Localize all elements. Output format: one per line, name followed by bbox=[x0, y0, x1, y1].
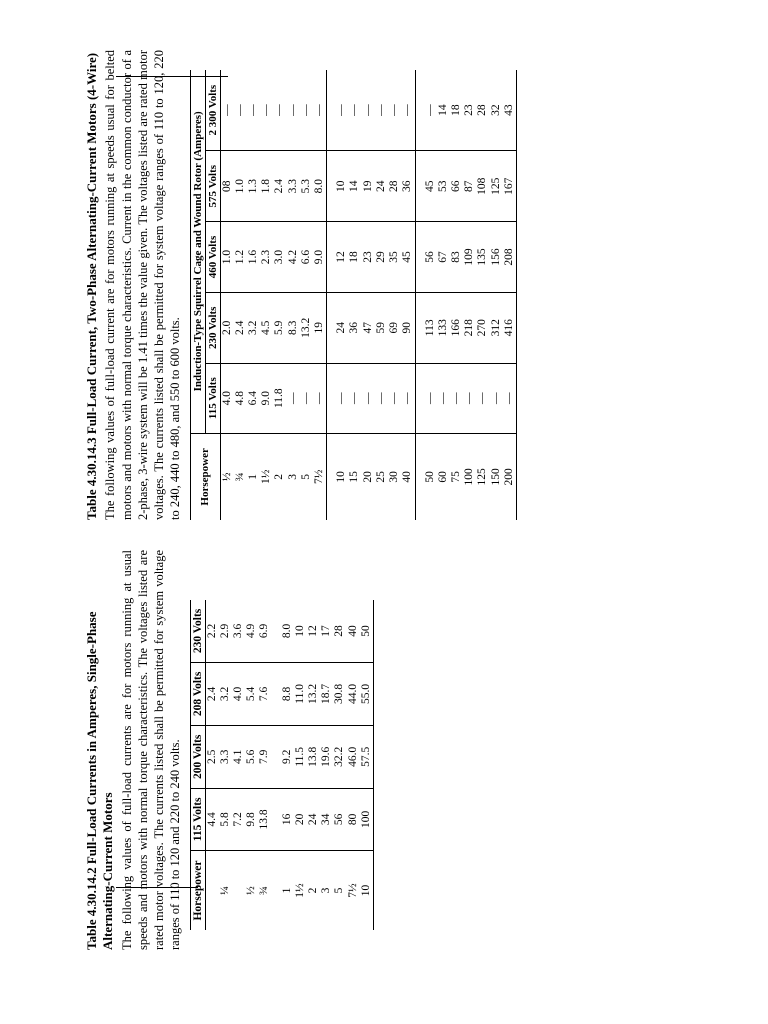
table-cell: 10 bbox=[335, 151, 348, 222]
table-cell: 4.0 bbox=[232, 662, 245, 725]
table-cell: 15 bbox=[348, 433, 361, 520]
table-cell: 14 bbox=[436, 104, 449, 116]
table-row bbox=[307, 600, 320, 930]
table-row bbox=[219, 600, 232, 930]
table-cell: 90 bbox=[401, 292, 415, 363]
spacer-cell bbox=[327, 292, 336, 363]
table-cell: 3.3 bbox=[287, 151, 300, 222]
table-cell: 20 bbox=[362, 433, 375, 520]
table-cell: 2.4 bbox=[205, 662, 219, 725]
table-cell: 109 bbox=[463, 222, 476, 293]
table-cell: 5.9 bbox=[273, 292, 286, 363]
table-row bbox=[258, 600, 271, 930]
table-row bbox=[320, 600, 333, 930]
table-cell: — bbox=[286, 104, 299, 116]
table-cell: 36 bbox=[401, 151, 415, 222]
table-cell: 19.6 bbox=[320, 725, 333, 788]
table-cell: 2 bbox=[273, 433, 286, 520]
spacer-cell bbox=[415, 292, 424, 363]
table-cell: 167 bbox=[503, 151, 517, 222]
table-row bbox=[333, 600, 346, 930]
table-cell: 44.0 bbox=[347, 662, 360, 725]
table-cell: 14 bbox=[348, 151, 361, 222]
table-cell: 125 bbox=[476, 433, 489, 520]
table-cell: 416 bbox=[503, 292, 517, 363]
spacer-cell bbox=[415, 433, 424, 520]
table-cell: — bbox=[335, 104, 348, 116]
table-cell: 30 bbox=[388, 433, 401, 520]
table-cell: — bbox=[388, 104, 401, 116]
table-cell: 45 bbox=[424, 151, 437, 222]
spacer-cell bbox=[415, 363, 424, 433]
table-cell: 11.5 bbox=[294, 725, 307, 788]
table-cell: — bbox=[348, 104, 361, 116]
table-cell: 208 bbox=[503, 222, 517, 293]
table-cell: 2.9 bbox=[218, 623, 231, 639]
table-cell: — bbox=[287, 363, 300, 433]
table-cell: 10 bbox=[360, 851, 374, 931]
table-cell: 75 bbox=[450, 433, 463, 520]
table-cell: 166 bbox=[450, 292, 463, 363]
table-cell: — bbox=[450, 363, 463, 433]
table-cell: 2 bbox=[307, 851, 320, 931]
table-cell: 3.2 bbox=[247, 292, 260, 363]
table-cell: ¾ bbox=[234, 433, 247, 520]
table-cell: 43 bbox=[503, 70, 517, 151]
table-cell: 125 bbox=[490, 151, 503, 222]
table-cell: 5.4 bbox=[245, 662, 258, 725]
table-cell: 7.2 bbox=[232, 788, 245, 850]
table-cell: 28 bbox=[333, 625, 346, 637]
table-cell: 11.8 bbox=[273, 363, 286, 433]
two-phase-table-block bbox=[84, 50, 515, 520]
table-cell: 218 bbox=[463, 292, 476, 363]
table-row bbox=[234, 70, 247, 520]
table2-col-header: 575 Volts bbox=[205, 151, 220, 222]
table-cell: — bbox=[273, 104, 286, 116]
table-cell: 28 bbox=[476, 104, 489, 116]
table-cell: 13.2 bbox=[307, 662, 320, 725]
table-cell: 12 bbox=[307, 625, 320, 637]
spacer-cell bbox=[415, 222, 424, 293]
table-cell: — bbox=[388, 363, 401, 433]
table-cell: 10 bbox=[293, 625, 306, 637]
table-cell: 18.7 bbox=[320, 662, 333, 725]
table-cell: 113 bbox=[424, 292, 437, 363]
table-cell: 5 bbox=[333, 851, 346, 931]
table-cell: 08 bbox=[220, 151, 234, 222]
table-cell: 5.6 bbox=[245, 725, 258, 788]
table-row bbox=[463, 70, 476, 520]
table-cell bbox=[205, 851, 219, 931]
table-cell: 83 bbox=[450, 222, 463, 293]
table-cell: — bbox=[313, 363, 327, 433]
table-row bbox=[335, 70, 348, 520]
table-cell: 9.0 bbox=[313, 222, 327, 293]
table-cell: 46.0 bbox=[347, 725, 360, 788]
table-cell: 4.1 bbox=[232, 725, 245, 788]
table-cell: 108 bbox=[476, 151, 489, 222]
single-phase-table-block bbox=[84, 550, 444, 950]
table-cell: 2.0 bbox=[220, 292, 234, 363]
table-cell: 8.0 bbox=[313, 151, 327, 222]
table-row bbox=[294, 600, 307, 930]
spacer-cell bbox=[327, 151, 336, 222]
table-cell: 34 bbox=[320, 788, 333, 850]
table-cell: 9.2 bbox=[281, 725, 294, 788]
table-cell: — bbox=[503, 363, 517, 433]
table-cell: 40 bbox=[401, 433, 415, 520]
table-cell: 2.3 bbox=[260, 222, 273, 293]
table-cell: 24 bbox=[375, 151, 388, 222]
table-cell: — bbox=[246, 104, 259, 116]
table-cell: 4.4 bbox=[205, 788, 219, 850]
table-cell: — bbox=[424, 363, 437, 433]
table-cell: — bbox=[233, 104, 246, 116]
table-cell: 11.0 bbox=[294, 662, 307, 725]
table-cell: 55.0 bbox=[360, 662, 374, 725]
table-cell: 56 bbox=[424, 222, 437, 293]
two-phase-table bbox=[190, 70, 518, 520]
table-cell: — bbox=[374, 104, 387, 116]
table-row bbox=[424, 70, 437, 520]
table-cell: 100 bbox=[360, 788, 374, 850]
table-cell: 3 bbox=[287, 433, 300, 520]
table-cell: — bbox=[423, 104, 436, 116]
table-cell: 18 bbox=[450, 104, 462, 116]
table-cell: 8.8 bbox=[281, 662, 294, 725]
table-row bbox=[401, 70, 415, 520]
spacer-cell bbox=[272, 600, 281, 662]
table-cell: 2.2 bbox=[205, 623, 218, 639]
table-cell: 7½ bbox=[313, 433, 327, 520]
table-cell: 13.8 bbox=[258, 788, 271, 850]
table-cell: — bbox=[362, 363, 375, 433]
table-cell: 30.8 bbox=[333, 662, 346, 725]
table-cell: 87 bbox=[463, 151, 476, 222]
table-cell: 4.8 bbox=[234, 363, 247, 433]
table-cell: 312 bbox=[490, 292, 503, 363]
table-cell: 2.4 bbox=[273, 151, 286, 222]
spacer-cell bbox=[272, 725, 281, 788]
table-row bbox=[503, 70, 517, 520]
table-cell: ½ bbox=[245, 851, 258, 931]
table-row bbox=[362, 70, 375, 520]
table-cell: 8.3 bbox=[287, 292, 300, 363]
table-cell: 8.0 bbox=[280, 623, 293, 639]
table-row bbox=[205, 600, 219, 930]
table-cell: 67 bbox=[437, 222, 450, 293]
table-cell: — bbox=[335, 363, 348, 433]
table-cell: 23 bbox=[463, 104, 476, 116]
table-row bbox=[281, 600, 294, 930]
table-cell: 18 bbox=[348, 222, 361, 293]
table-cell: 19 bbox=[362, 151, 375, 222]
table-cell: 135 bbox=[476, 222, 489, 293]
table-cell: 59 bbox=[375, 292, 388, 363]
table-cell: 5.8 bbox=[219, 788, 232, 850]
table-row bbox=[347, 600, 360, 930]
table-cell: 3.6 bbox=[231, 623, 244, 639]
table-cell: 13.8 bbox=[307, 725, 320, 788]
table-cell: 3.2 bbox=[219, 662, 232, 725]
table-cell: — bbox=[476, 363, 489, 433]
table1-description: The following values of full-load currents are for motors running at usual speeds and motors with normal torque characteristics. The voltages listed are rated motor voltages. The currents listed shall be permitted for system voltage ranges of 110 to 120 and 220 to 240 volts. bbox=[119, 550, 183, 950]
table-cell: ¾ bbox=[258, 851, 271, 931]
table-cell: 25 bbox=[375, 433, 388, 520]
table-cell: 40 bbox=[346, 625, 359, 637]
table-cell: — bbox=[260, 104, 273, 116]
table-cell: 156 bbox=[490, 222, 503, 293]
table-cell: 6.6 bbox=[300, 222, 313, 293]
table-row bbox=[437, 70, 450, 520]
table-cell: 3 bbox=[320, 851, 333, 931]
table-cell: 56 bbox=[333, 788, 346, 850]
table-cell: 24 bbox=[335, 292, 348, 363]
table-cell: 45 bbox=[401, 222, 415, 293]
table-cell: 270 bbox=[476, 292, 489, 363]
table-cell: 150 bbox=[490, 433, 503, 520]
table-cell: 1½ bbox=[294, 851, 307, 931]
table-cell: 7.9 bbox=[258, 725, 271, 788]
spacer-cell bbox=[415, 70, 424, 151]
table2-hp-header: Horsepower bbox=[190, 433, 220, 520]
table-row bbox=[273, 70, 286, 520]
table-cell: 2.5 bbox=[205, 725, 219, 788]
table-cell: — bbox=[361, 104, 374, 116]
spacer-cell bbox=[327, 363, 336, 433]
table-cell: 1.0 bbox=[220, 222, 234, 293]
spacer-cell bbox=[327, 222, 336, 293]
table-cell: 100 bbox=[463, 433, 476, 520]
table-cell: 32 bbox=[489, 104, 502, 116]
table-cell: — bbox=[220, 104, 233, 116]
table-cell: 60 bbox=[437, 433, 450, 520]
table-row bbox=[360, 600, 374, 930]
table1-col-header: 230 Volts bbox=[190, 600, 205, 662]
table2-col-header: 230 Volts bbox=[205, 292, 220, 363]
table-cell: 9.8 bbox=[245, 788, 258, 850]
table-cell: — bbox=[401, 104, 414, 116]
table-cell: 69 bbox=[388, 292, 401, 363]
table2-description: The following values of full-load current are for motors running at speeds usual for belted motors and motors with normal torque characteristics. Current in the common conductor of a 2-phase, 3-wire system will be 1.41 times the value given. The voltages listed are rated motor voltages. The currents listed shall be permitted for system voltage ranges of 110 to 120, 220 to 240, 440 to 480, and 550 to 600 volts. bbox=[103, 50, 183, 520]
table-row bbox=[247, 70, 260, 520]
spacer-cell bbox=[272, 788, 281, 850]
table-cell: 57.5 bbox=[360, 725, 374, 788]
table-cell: 5.3 bbox=[300, 151, 313, 222]
table-cell: 1 bbox=[281, 851, 294, 931]
table-row bbox=[313, 70, 327, 520]
table-cell: 7.6 bbox=[258, 662, 271, 725]
table-cell: 17 bbox=[320, 625, 333, 637]
table-cell: — bbox=[463, 363, 476, 433]
table-row bbox=[260, 70, 273, 520]
table-cell: 6.9 bbox=[258, 623, 271, 639]
table2-col-header: 115 Volts bbox=[205, 363, 220, 433]
table-cell: 47 bbox=[362, 292, 375, 363]
table-cell: 3.0 bbox=[273, 222, 286, 293]
table-cell: 10 bbox=[335, 433, 348, 520]
table-cell: 4.0 bbox=[220, 363, 234, 433]
spacer-cell bbox=[272, 662, 281, 725]
table-cell: 9.0 bbox=[260, 363, 273, 433]
table-cell: 1.8 bbox=[260, 151, 273, 222]
table-cell: 1½ bbox=[260, 433, 273, 520]
table-row bbox=[375, 70, 388, 520]
spacer-cell bbox=[415, 151, 424, 222]
table-cell: — bbox=[313, 104, 326, 116]
table-cell: 32.2 bbox=[333, 725, 346, 788]
table-cell: 29 bbox=[375, 222, 388, 293]
table2-title: Table 4.30.14.3 Full-Load Current, Two-Phase Alternating-Current Motors (4-Wire) bbox=[84, 52, 99, 520]
table-cell: ¼ bbox=[219, 851, 232, 931]
table-cell: 1.2 bbox=[234, 222, 247, 293]
table-cell: 24 bbox=[307, 788, 320, 850]
table-row bbox=[220, 70, 234, 520]
table-row bbox=[490, 70, 503, 520]
table2-col-header: 460 Volts bbox=[205, 222, 220, 293]
table-cell: 4.5 bbox=[260, 292, 273, 363]
table-row bbox=[450, 70, 463, 520]
table-cell: — bbox=[375, 363, 388, 433]
table-cell: 1.3 bbox=[247, 151, 260, 222]
table-row bbox=[245, 600, 258, 930]
table-cell: 50 bbox=[424, 433, 437, 520]
table-row bbox=[348, 70, 361, 520]
table-row bbox=[476, 70, 489, 520]
table-cell: — bbox=[299, 104, 312, 116]
table-cell: — bbox=[300, 363, 313, 433]
table1-col-header: 115 Volts bbox=[190, 788, 205, 850]
table-cell: — bbox=[490, 363, 503, 433]
table-cell: 12 bbox=[335, 222, 348, 293]
table-cell: 7½ bbox=[347, 851, 360, 931]
spacer-cell bbox=[327, 70, 336, 151]
table-row bbox=[287, 70, 300, 520]
table1-col-header: Horsepower bbox=[190, 851, 205, 931]
table-cell: 200 bbox=[503, 433, 517, 520]
table-cell: 1.0 bbox=[234, 151, 247, 222]
table-cell: 66 bbox=[450, 151, 463, 222]
table-cell: 50 bbox=[360, 600, 374, 662]
table-row bbox=[388, 70, 401, 520]
table-cell: 5 bbox=[300, 433, 313, 520]
table-cell: 23 bbox=[362, 222, 375, 293]
table-cell: 36 bbox=[348, 292, 361, 363]
table-cell: 6.4 bbox=[247, 363, 260, 433]
table-cell: 4.2 bbox=[287, 222, 300, 293]
table-cell: 28 bbox=[388, 151, 401, 222]
table-cell: 3.3 bbox=[219, 725, 232, 788]
table-row bbox=[300, 70, 313, 520]
table-cell: 80 bbox=[347, 788, 360, 850]
table-cell: 19 bbox=[313, 292, 327, 363]
table-cell: 53 bbox=[437, 151, 450, 222]
table-cell bbox=[232, 851, 245, 931]
table-cell: 20 bbox=[294, 788, 307, 850]
table-cell: 16 bbox=[281, 788, 294, 850]
table-cell: 13.2 bbox=[300, 292, 313, 363]
table1-title: Table 4.30.14.2 Full-Load Currents in Amperes, Single-Phase Alternating-Current Motors bbox=[84, 611, 116, 950]
table-cell: 1 bbox=[247, 433, 260, 520]
table-cell: 1.6 bbox=[247, 222, 260, 293]
spacer-cell bbox=[272, 851, 281, 931]
table2-group-header: Induction-Type Squirrel Cage and Wound Rotor (Amperes) bbox=[190, 70, 205, 433]
table-cell: 4.9 bbox=[245, 623, 258, 639]
table-cell: — bbox=[437, 363, 450, 433]
single-phase-table bbox=[190, 600, 375, 930]
table1-col-header: 208 Volts bbox=[190, 662, 205, 725]
table-cell: 2.4 bbox=[234, 292, 247, 363]
table-row bbox=[232, 600, 245, 930]
table1-col-header: 200 Volts bbox=[190, 725, 205, 788]
table-cell: ½ bbox=[220, 433, 234, 520]
table-cell: — bbox=[401, 363, 415, 433]
spacer-cell bbox=[327, 433, 336, 520]
table2-col-header: 2 300 Volts bbox=[205, 70, 220, 151]
table-cell: — bbox=[348, 363, 361, 433]
table-cell: 133 bbox=[437, 292, 450, 363]
table-cell: 35 bbox=[388, 222, 401, 293]
